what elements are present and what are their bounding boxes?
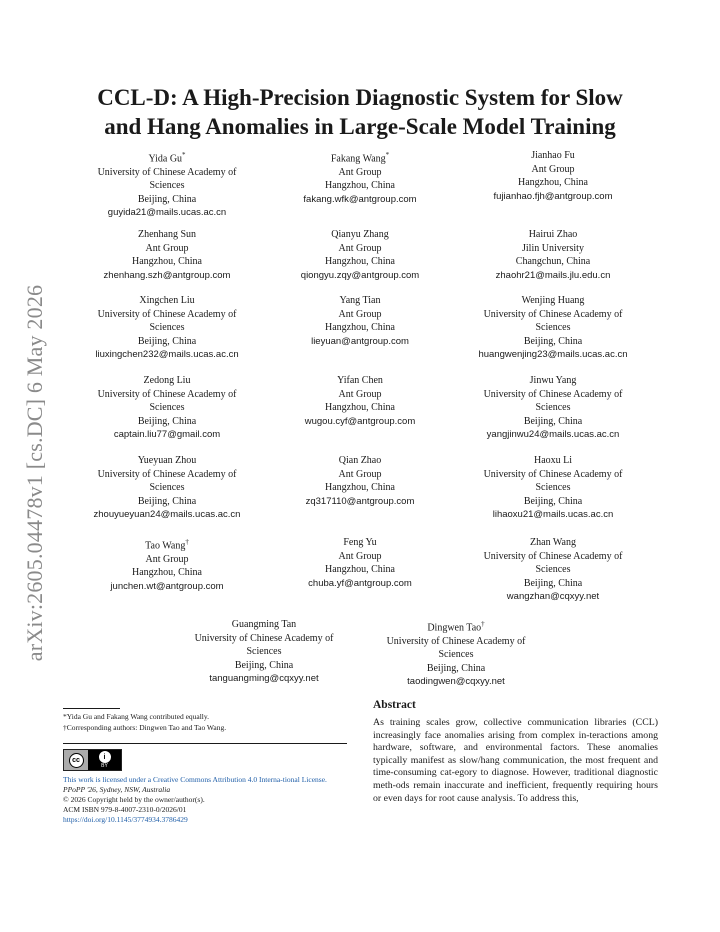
author-affiliation-text: University of Chinese Academy of — [386, 635, 526, 647]
author-name — [67, 294, 267, 308]
author-location-text: Beijing, China — [523, 335, 583, 347]
author-affiliation-text: Jilin University — [522, 242, 584, 254]
author-name-text: Qianyu Zhang — [331, 229, 389, 240]
author-email[interactable] — [260, 577, 460, 591]
author-location — [260, 321, 460, 335]
author-entry — [260, 228, 460, 282]
author-email-text: zq317110@antgroup.com — [305, 495, 415, 507]
author-entry — [453, 294, 653, 362]
author-affiliation-text: University of Chinese Academy of — [194, 632, 334, 644]
author-location-text: Beijing, China — [523, 577, 583, 589]
author-entry — [453, 454, 653, 522]
isbn-line: ACM ISBN 979-8-4007-2310-0/2026/01 — [63, 805, 187, 814]
author-entry — [260, 536, 460, 590]
author-email-text: yangjinwu24@mails.ucas.ac.cn — [486, 429, 620, 440]
author-affiliation — [260, 308, 460, 322]
author-location — [67, 495, 267, 509]
author-location — [453, 495, 653, 509]
author-affiliation-cont — [164, 645, 364, 659]
author-location — [67, 335, 267, 349]
author-location — [356, 662, 556, 676]
author-affiliation-text: Ant Group — [145, 242, 189, 254]
cc-logo-icon: cc — [69, 753, 84, 768]
author-affiliation-text: University of Chinese Academy of — [483, 468, 623, 480]
author-affiliation — [164, 632, 364, 646]
author-location — [67, 415, 267, 429]
author-name — [164, 618, 364, 632]
author-entry — [67, 228, 267, 282]
author-email-text: lihaoxu21@mails.ucas.ac.cn — [492, 509, 614, 520]
author-email-text: chuba.yf@antgroup.com — [308, 577, 412, 589]
author-email-text: fakang.wfk@antgroup.com — [303, 193, 417, 205]
author-email-text: fujianhao.fjh@antgroup.com — [493, 190, 613, 202]
author-email-text: lieyuan@antgroup.com — [311, 335, 409, 347]
author-name — [67, 149, 267, 166]
paper-title — [40, 83, 680, 141]
author-entry — [453, 149, 653, 203]
title-line-2: and Hang Anomalies in Large-Scale Model Training — [104, 114, 616, 139]
author-entry — [67, 149, 267, 220]
author-name — [260, 228, 460, 242]
author-location — [453, 577, 653, 591]
author-affiliation — [453, 308, 653, 322]
author-email-text: zhaohr21@mails.jlu.edu.cn — [495, 269, 611, 281]
author-location-text: Beijing, China — [137, 193, 197, 205]
author-location-text: Beijing, China — [234, 659, 294, 671]
license-rule — [63, 743, 347, 744]
abstract-text: As training scales grow, collective communication libraries (CCL) increasingly face anomalies arising from complex in-teractions among hardware, software, and environmental factors. These anomalies typically manifest as slow/hang communication, the most frequent and time-consuming cat-egory to diagnose. However, traditional diagnostic meth-ods remain inaccurate and inefficient, frequently requiring hours or even days for root cause analysis. To address this, — [373, 717, 658, 804]
author-name — [453, 149, 653, 163]
author-affiliation — [67, 388, 267, 402]
author-email[interactable] — [260, 269, 460, 283]
author-entry — [67, 454, 267, 522]
author-affiliation-text: Ant Group — [338, 308, 382, 320]
author-affiliation-text: University of Chinese Academy of — [97, 308, 237, 320]
author-location-text: Hangzhou, China — [325, 322, 395, 333]
author-affiliation-text: Ant Group — [338, 166, 382, 178]
author-location — [260, 401, 460, 415]
author-affiliation-cont-text: Sciences — [149, 482, 185, 493]
author-location — [67, 255, 267, 269]
author-affiliation-cont-text: Sciences — [535, 402, 571, 413]
author-affiliation-cont — [356, 648, 556, 662]
author-entry — [67, 536, 267, 593]
author-name-text: Dingwen Tao — [427, 622, 482, 634]
author-entry — [260, 294, 460, 348]
author-name-text: Jinwu Yang — [529, 375, 577, 386]
author-location — [260, 179, 460, 193]
author-name-text: Zhan Wang — [530, 537, 576, 548]
author-name-text: Tao Wang — [145, 540, 186, 552]
author-email[interactable] — [453, 508, 653, 522]
author-affiliation — [260, 388, 460, 402]
footnote-equal: *Yida Gu and Fakang Wang contributed equally. — [63, 712, 210, 721]
author-mark: * — [385, 151, 390, 159]
author-affiliation — [453, 468, 653, 482]
author-affiliation-text: Ant Group — [338, 242, 382, 254]
author-email-text: huangwenjing23@mails.ucas.ac.cn — [478, 349, 628, 360]
author-location — [260, 563, 460, 577]
author-entry — [260, 149, 460, 206]
author-name-text: Xingchen Liu — [139, 295, 195, 306]
author-name — [67, 454, 267, 468]
conference-line: PPoPP '26, Sydney, NSW, Australia — [63, 785, 171, 794]
abstract-heading: Abstract — [373, 699, 416, 711]
author-email-text: tanguangming@cqxyy.net — [209, 673, 319, 684]
author-affiliation-cont — [453, 321, 653, 335]
author-name — [67, 228, 267, 242]
author-affiliation — [453, 242, 653, 256]
author-email-text: wugou.cyf@antgroup.com — [304, 415, 416, 427]
author-affiliation-cont — [67, 401, 267, 415]
author-name — [453, 536, 653, 550]
author-affiliation-text: Ant Group — [338, 388, 382, 400]
author-affiliation-cont — [67, 321, 267, 335]
author-affiliation-text: Ant Group — [531, 163, 575, 175]
author-affiliation-cont — [453, 401, 653, 415]
author-affiliation — [453, 550, 653, 564]
author-name-text: Haoxu Li — [533, 455, 573, 466]
author-affiliation-cont-text: Sciences — [438, 649, 474, 661]
author-affiliation — [260, 468, 460, 482]
author-name — [453, 294, 653, 308]
author-location-text: Hangzhou, China — [132, 567, 202, 579]
license-link[interactable]: This work is licensed under a Creative Commons Attribution 4.0 Interna-tional License. — [63, 775, 327, 784]
author-location-text: Hangzhou, China — [325, 180, 395, 192]
copyright-line: © 2026 Copyright held by the owner/author(s). — [63, 795, 205, 804]
author-email[interactable] — [67, 269, 267, 283]
author-email-text: wangzhan@cqxyy.net — [506, 591, 600, 602]
author-email-text: qiongyu.zqy@antgroup.com — [300, 269, 420, 281]
author-location — [260, 481, 460, 495]
author-entry — [356, 618, 556, 689]
author-email[interactable] — [67, 580, 267, 594]
author-affiliation — [67, 242, 267, 256]
author-location-text: Changchun, China — [515, 256, 591, 267]
arxiv-sidebar-stamp — [18, 268, 52, 678]
author-affiliation-cont — [67, 179, 267, 193]
license-block — [63, 775, 363, 825]
author-entry — [260, 374, 460, 428]
author-name — [260, 374, 460, 388]
author-mark: † — [481, 620, 485, 628]
author-affiliation-cont-text: Sciences — [535, 564, 571, 575]
author-email[interactable] — [260, 415, 460, 429]
author-affiliation-text: Ant Group — [338, 550, 382, 562]
author-affiliation — [260, 242, 460, 256]
author-name-text: Yueyuan Zhou — [137, 455, 197, 466]
author-affiliation — [67, 468, 267, 482]
author-affiliation-text: Ant Group — [145, 553, 189, 565]
author-entry — [67, 374, 267, 442]
author-location — [67, 193, 267, 207]
author-location-text: Hangzhou, China — [325, 256, 395, 267]
footnote-corresponding: †Corresponding authors: Dingwen Tao and Tao Wang. — [63, 723, 227, 732]
author-name — [260, 149, 460, 166]
author-location — [453, 335, 653, 349]
author-email[interactable] — [453, 428, 653, 442]
author-location-text: Beijing, China — [137, 415, 197, 427]
author-email[interactable] — [453, 348, 653, 362]
author-location-text: Beijing, China — [137, 335, 197, 347]
author-entry — [67, 294, 267, 362]
author-name — [67, 536, 267, 553]
author-email[interactable] — [67, 206, 267, 220]
author-location — [453, 255, 653, 269]
author-name-text: Zedong Liu — [143, 375, 191, 386]
author-email[interactable] — [67, 348, 267, 362]
author-location-text: Beijing, China — [523, 495, 583, 507]
author-affiliation — [260, 550, 460, 564]
author-name-text: Hairui Zhao — [528, 229, 578, 240]
arxiv-id: arXiv:2605.04478v1 [cs.DC] 6 May 2026 — [22, 284, 48, 662]
author-location-text: Hangzhou, China — [132, 256, 202, 267]
author-affiliation-cont — [453, 563, 653, 577]
author-affiliation-text: University of Chinese Academy of — [97, 468, 237, 480]
author-affiliation-text: Ant Group — [338, 468, 382, 480]
author-email-text: liuxingchen232@mails.ucas.ac.cn — [95, 349, 239, 360]
cc-by-badge[interactable] — [63, 749, 122, 771]
author-affiliation-text: University of Chinese Academy of — [483, 550, 623, 562]
author-affiliation-cont-text: Sciences — [535, 322, 571, 333]
author-name — [453, 228, 653, 242]
author-email[interactable] — [260, 495, 460, 509]
author-location — [453, 415, 653, 429]
author-location — [260, 255, 460, 269]
author-location-text: Hangzhou, China — [325, 402, 395, 413]
footnote-rule — [63, 708, 120, 709]
author-name-text: Jianhao Fu — [531, 150, 575, 161]
author-email-text: captain.liu77@gmail.com — [113, 429, 221, 440]
author-location — [453, 176, 653, 190]
author-affiliation — [67, 166, 267, 180]
author-name — [453, 454, 653, 468]
doi-link[interactable]: https://doi.org/10.1145/3774934.3786429 — [63, 815, 188, 824]
author-email[interactable] — [453, 190, 653, 204]
attribution-person-icon: i — [99, 751, 111, 763]
author-affiliation — [67, 308, 267, 322]
by-label: BY — [101, 763, 108, 769]
author-name-text: Guangming Tan — [231, 619, 297, 630]
author-entry — [164, 618, 364, 686]
author-affiliation — [356, 635, 556, 649]
author-name-text: Fakang Wang — [330, 153, 386, 165]
author-email[interactable] — [67, 508, 267, 522]
author-affiliation-text: University of Chinese Academy of — [97, 166, 237, 178]
author-affiliation — [260, 166, 460, 180]
author-name-text: Yang Tian — [339, 295, 381, 306]
author-name — [356, 618, 556, 635]
author-entry — [453, 536, 653, 604]
author-name-text: Yida Gu — [148, 153, 183, 165]
author-entry — [453, 228, 653, 282]
author-name — [453, 374, 653, 388]
author-email[interactable] — [164, 672, 364, 686]
author-email[interactable] — [260, 335, 460, 349]
author-affiliation — [453, 163, 653, 177]
author-affiliation-cont-text: Sciences — [535, 482, 571, 493]
author-location-text: Beijing, China — [137, 495, 197, 507]
author-email-text: guyida21@mails.ucas.ac.cn — [107, 207, 227, 219]
author-affiliation-text: University of Chinese Academy of — [97, 388, 237, 400]
author-location-text: Hangzhou, China — [518, 177, 588, 188]
author-mark: † — [185, 538, 189, 546]
author-affiliation-text: University of Chinese Academy of — [483, 308, 623, 320]
author-name-text: Qian Zhao — [338, 455, 382, 466]
author-email-text: taodingwen@cqxyy.net — [407, 676, 505, 688]
author-email-text: zhouyueyuan24@mails.ucas.ac.cn — [93, 509, 241, 520]
author-name-text: Wenjing Huang — [521, 295, 585, 306]
author-email[interactable] — [67, 428, 267, 442]
author-location-text: Beijing, China — [426, 662, 486, 674]
author-affiliation-cont-text: Sciences — [149, 180, 185, 192]
author-entry — [453, 374, 653, 442]
author-name — [260, 536, 460, 550]
author-email[interactable] — [453, 269, 653, 283]
author-name-text: Zhenhang Sun — [137, 229, 197, 240]
author-email-text: zhenhang.szh@antgroup.com — [103, 269, 231, 281]
author-affiliation-cont-text: Sciences — [149, 322, 185, 333]
author-location-text: Hangzhou, China — [325, 482, 395, 493]
author-location-text: Hangzhou, China — [325, 564, 395, 575]
author-affiliation — [453, 388, 653, 402]
author-affiliation-text: University of Chinese Academy of — [483, 388, 623, 400]
author-affiliation-cont-text: Sciences — [246, 646, 282, 657]
author-email[interactable] — [260, 193, 460, 207]
author-name — [260, 454, 460, 468]
author-affiliation-cont-text: Sciences — [149, 402, 185, 413]
author-affiliation-cont — [453, 481, 653, 495]
author-location — [67, 566, 267, 580]
author-email-text: junchen.wt@antgroup.com — [110, 580, 224, 592]
author-mark: * — [182, 151, 186, 159]
author-name — [67, 374, 267, 388]
author-location — [164, 659, 364, 673]
author-name-text: Yifan Chen — [337, 375, 383, 386]
author-affiliation — [67, 553, 267, 567]
author-affiliation-cont — [67, 481, 267, 495]
author-name-text: Feng Yu — [343, 537, 377, 548]
author-email[interactable] — [453, 590, 653, 604]
author-name — [260, 294, 460, 308]
title-line-1: CCL-D: A High-Precision Diagnostic System for Slow — [97, 85, 623, 110]
author-email[interactable] — [356, 675, 556, 689]
author-entry — [260, 454, 460, 508]
author-location-text: Beijing, China — [523, 415, 583, 427]
